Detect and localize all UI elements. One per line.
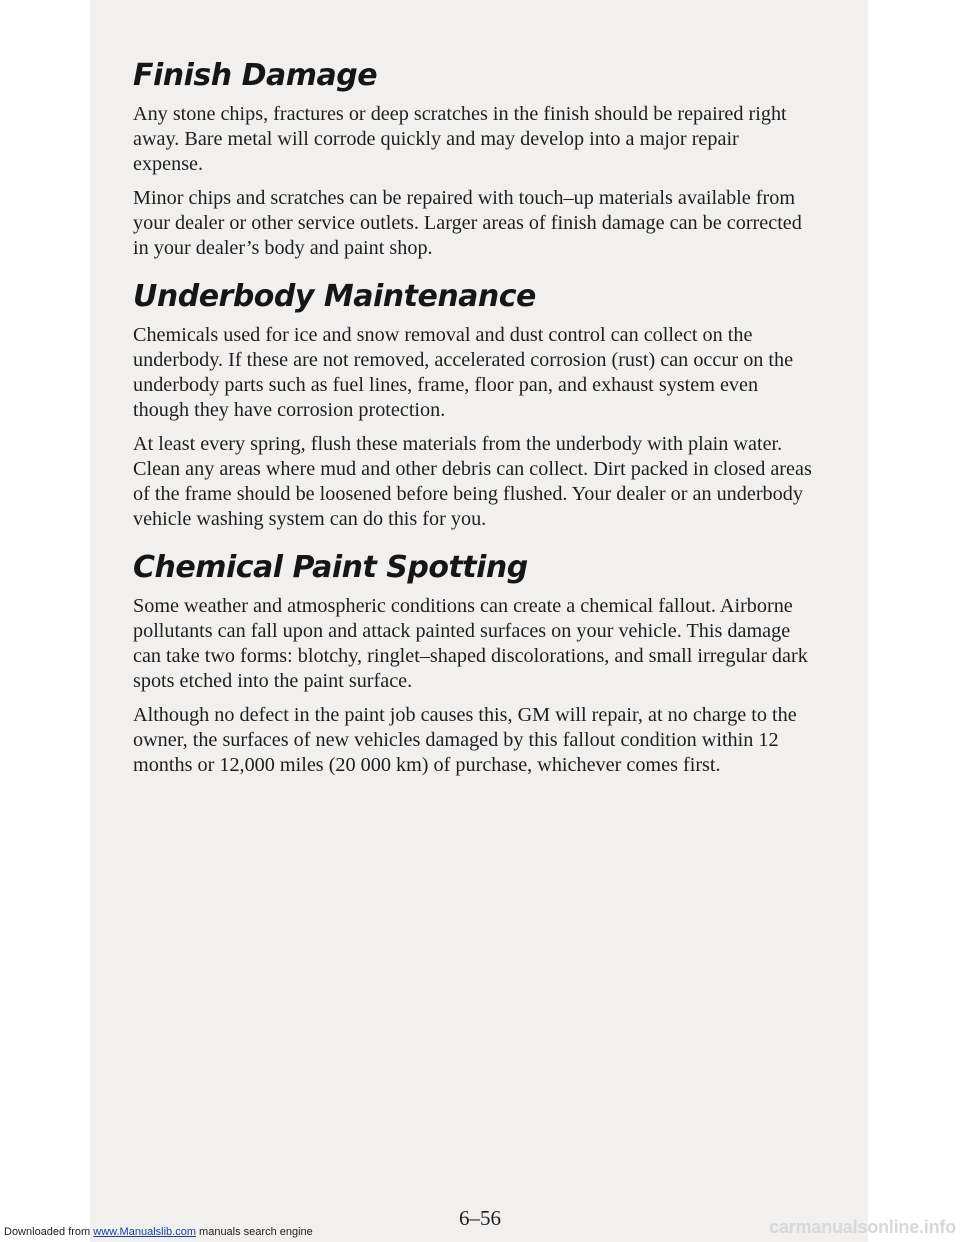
section-heading: Underbody Maintenance	[133, 279, 536, 314]
watermark-text: carmanualsonline.info	[769, 1217, 956, 1237]
section-finish-damage	[133, 58, 813, 261]
paragraph: Although no defect in the paint job causes this, GM will repair, at no charge to the owner, the surfaces of new vehicles damaged by this fallout condition within 12 months or 12,000 miles (20 000 km) of purchase, whichever comes first.	[133, 704, 797, 776]
download-notice	[4, 1222, 313, 1242]
paragraph: At least every spring, flush these materials from the underbody with plain water. Clean any areas where mud and other debris can collect. Dirt packed in closed areas of the frame should be loosened before being flushed. Your dealer or an underbody vehicle washing system can do this for you.	[133, 433, 812, 530]
page-number: 6–56	[459, 1206, 501, 1230]
section-heading: Chemical Paint Spotting	[133, 550, 528, 585]
manualslib-link[interactable]: www.Manualslib.com	[93, 1226, 196, 1238]
paragraph: Any stone chips, fractures or deep scratches in the finish should be repaired right away. Bare metal will corrode quickly and may develop into a major repair expense.	[133, 103, 787, 175]
page-content	[133, 58, 813, 796]
paragraph: Minor chips and scratches can be repaired with touch–up materials available from your dealer or other service outlets. Larger areas of finish damage can be corrected in your dealer’s body and paint shop.	[133, 187, 802, 259]
download-suffix: manuals search engine	[195, 1226, 313, 1238]
section-underbody-maintenance	[133, 279, 813, 532]
download-prefix: Downloaded from	[4, 1226, 94, 1238]
paragraph: Some weather and atmospheric conditions can create a chemical fallout. Airborne pollutants can fall upon and attack painted surfaces on your vehicle. This damage can take two forms: blotchy, ringlet–shaped discolorations, and small irregular dark spots etched into the paint surface.	[133, 595, 808, 692]
section-chemical-paint-spotting	[133, 550, 813, 778]
section-heading: Finish Damage	[133, 58, 378, 93]
paragraph: Chemicals used for ice and snow removal and dust control can collect on the underbody. If these are not removed, accelerated corrosion (rust) can occur on the underbody parts such as fuel lines, frame, floor pan, and exhaust system even though they have corrosion protection.	[133, 324, 794, 421]
